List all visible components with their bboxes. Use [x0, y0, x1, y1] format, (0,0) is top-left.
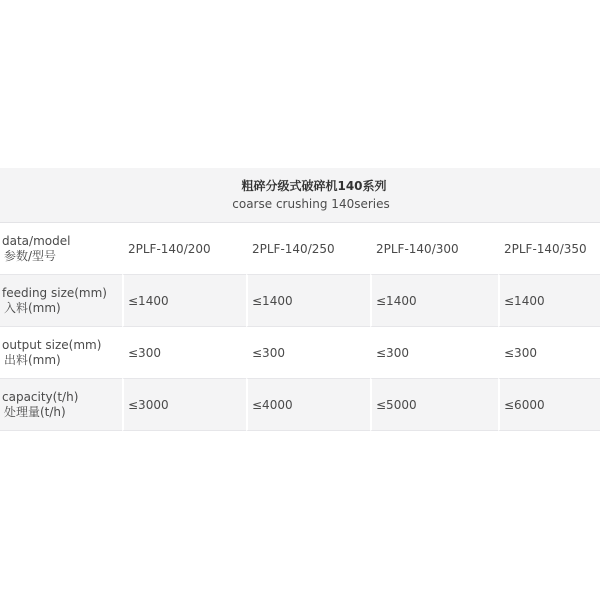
row-label-en: capacity(t/h)	[2, 389, 79, 404]
table-row-model	[0, 223, 600, 275]
row-label-zh: 出料(mm)	[4, 352, 61, 367]
table-cell: ≤300	[122, 327, 246, 379]
table-cell: ≤1400	[246, 275, 370, 327]
table-cell: ≤4000	[246, 379, 370, 431]
table-title-zh: 粗碎分级式破碎机140系列	[241, 179, 387, 193]
table-cell: 2PLF-140/250	[246, 223, 370, 275]
row-label-zh: 入料(mm)	[4, 300, 61, 315]
table-title-row	[0, 168, 600, 223]
row-label-feeding-size	[0, 275, 122, 327]
row-label-output-size	[0, 327, 122, 379]
table-cell: 2PLF-140/200	[122, 223, 246, 275]
table-title-en: coarse crushing 140series	[232, 197, 390, 211]
table-cell: ≤6000	[498, 379, 600, 431]
table-row-feeding-size	[0, 275, 600, 327]
row-label-model	[0, 223, 122, 275]
table-row-output-size	[0, 327, 600, 379]
table-cell: ≤3000	[122, 379, 246, 431]
table-row-capacity	[0, 379, 600, 431]
spec-table	[0, 168, 600, 431]
table-title-cell	[0, 168, 600, 223]
table-cell: ≤300	[498, 327, 600, 379]
row-label-en: data/model	[2, 233, 71, 248]
table-cell: ≤1400	[122, 275, 246, 327]
table-cell: ≤300	[246, 327, 370, 379]
table-cell: 2PLF-140/350	[498, 223, 600, 275]
row-label-zh: 处理量(t/h)	[4, 404, 66, 419]
row-label-zh: 参数/型号	[4, 248, 57, 263]
row-label-en: output size(mm)	[2, 337, 102, 352]
table-cell: ≤300	[370, 327, 498, 379]
table-cell: ≤1400	[370, 275, 498, 327]
row-label-capacity	[0, 379, 122, 431]
row-label-en: feeding size(mm)	[2, 285, 107, 300]
table-cell: ≤1400	[498, 275, 600, 327]
table-cell: ≤5000	[370, 379, 498, 431]
table-cell: 2PLF-140/300	[370, 223, 498, 275]
